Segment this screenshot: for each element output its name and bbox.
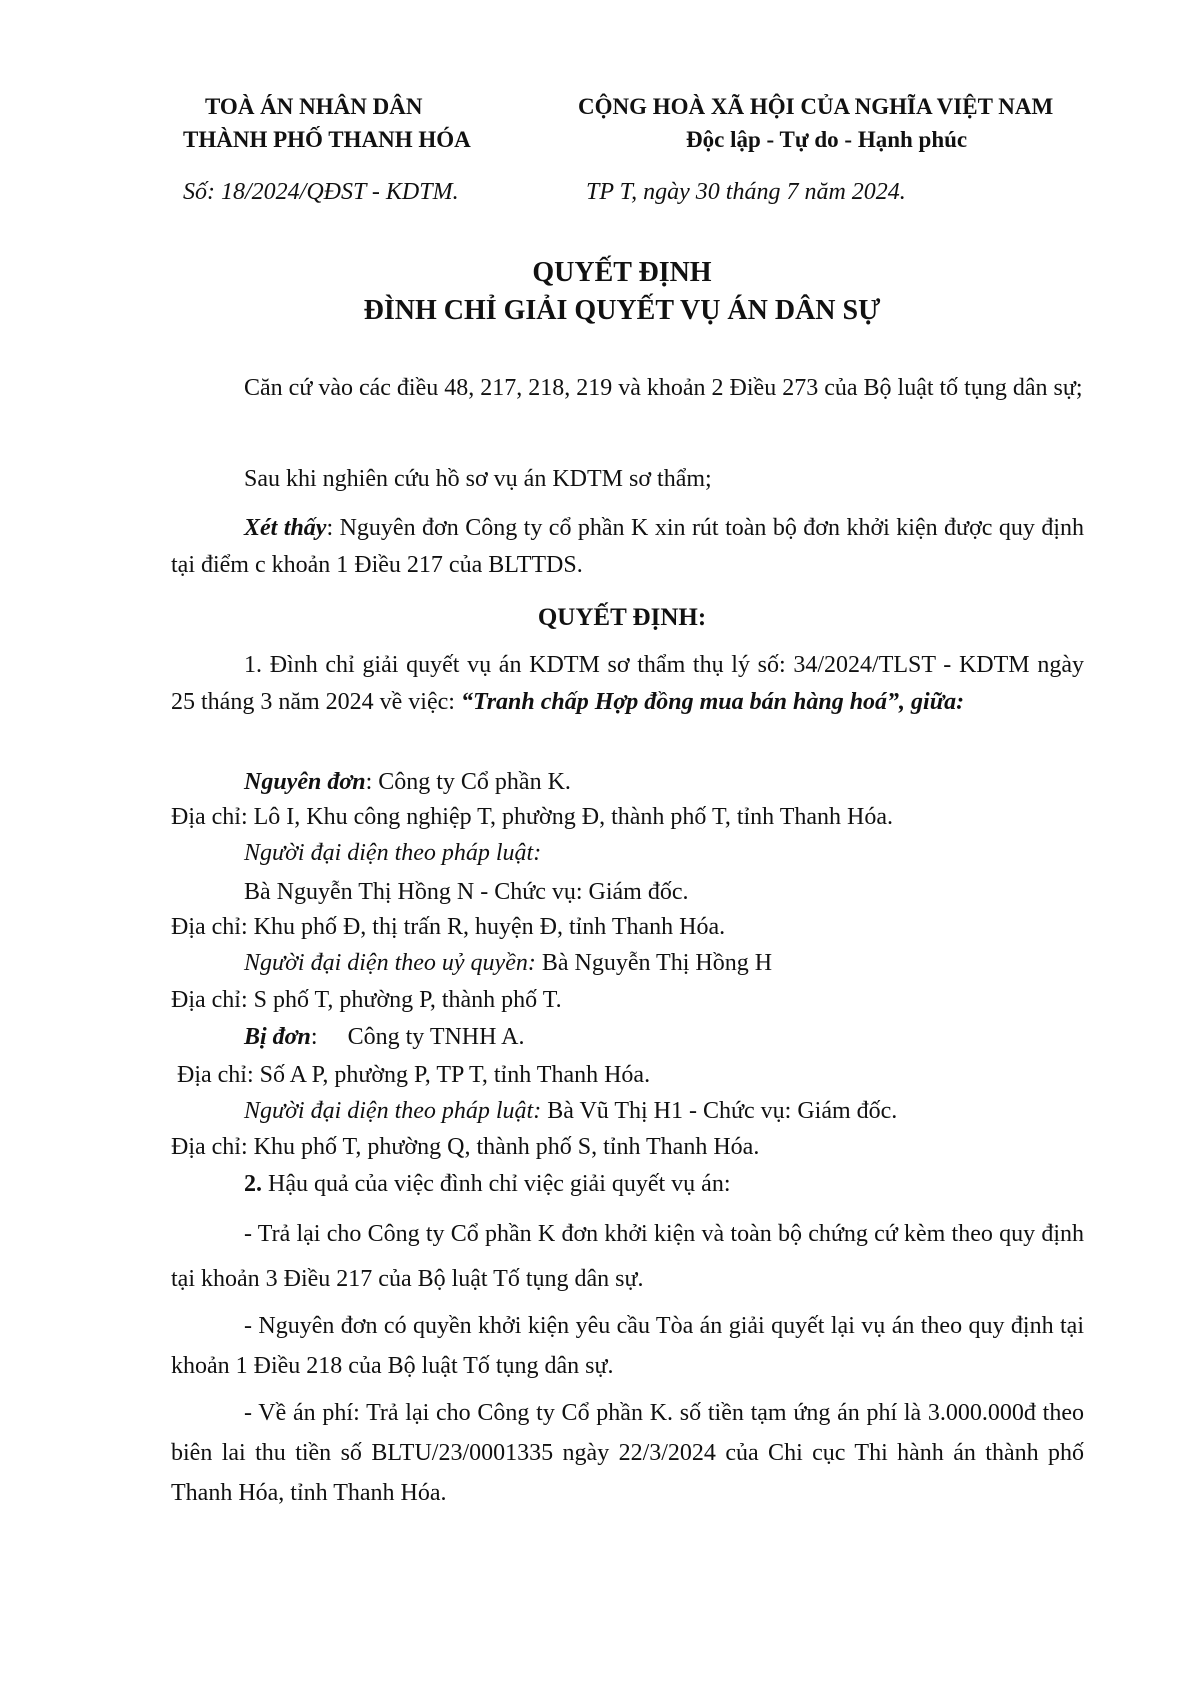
defendant-name: : Công ty TNHH A.: [310, 1024, 525, 1050]
motto: Độc lập - Tự do - Hạnh phúc: [686, 127, 968, 152]
item2-point3: - Về án phí: Trả lại cho Công ty Cổ phần K. số tiền tạm ứng án phí là 3.000.000đ theo biên lai thu tiền số BLTU/23/0001335 ngày 22/3/2024 của Chi cục Thi hành án thành phố Thanh Hóa, tỉnh Thanh Hóa.: [171, 1400, 1084, 1506]
title-line1: QUYẾT ĐỊNH: [532, 257, 712, 288]
plaintiff-address: Địa chỉ: Lô I, Khu công nghiệp T, phường Đ, thành phố T, tỉnh Thanh Hóa.: [171, 804, 894, 830]
case-study-note: Sau khi nghiên cứu hồ sơ vụ án KDTM sơ thẩm;: [244, 466, 712, 492]
plaintiff-line: [244, 767, 571, 797]
item2-heading-line: [244, 1169, 731, 1199]
item1-paragraph: [171, 647, 1084, 721]
defendant-address: Địa chỉ: Số A P, phường P, TP T, tỉnh Thanh Hóa.: [171, 1062, 651, 1088]
finding-label: Xét thấy: [244, 515, 327, 541]
def-rep-line: [244, 1096, 897, 1126]
item2-number: 2.: [244, 1171, 262, 1197]
def-rep: Bà Vũ Thị H1 - Chức vụ: Giám đốc.: [541, 1098, 898, 1124]
auth-rep-label: Người đại diện theo uỷ quyền:: [244, 950, 536, 976]
court-name-line1: TOÀ ÁN NHÂN DÂN: [205, 94, 423, 119]
item2-point2: - Nguyên đơn có quyền khởi kiện yêu cầu Tòa án giải quyết lại vụ án theo quy định tại khoản 1 Điều 218 của Bộ luật Tố tụng dân sự.: [171, 1313, 1084, 1379]
finding-text: : Nguyên đơn Công ty cổ phần K xin rút toàn bộ đơn khởi kiện được quy định tại điểm c khoản 1 Điều 217 của BLTTDS.: [171, 515, 1084, 578]
legal-rep-address: Địa chỉ: Khu phố Đ, thị trấn R, huyện Đ, tỉnh Thanh Hóa.: [171, 914, 726, 940]
nation-name: CỘNG HOÀ XÃ HỘI CỦA NGHĨA VIỆT NAM: [578, 94, 1054, 119]
item2-point1: - Trả lại cho Công ty Cổ phần K đơn khởi kiện và toàn bộ chứng cứ kèm theo quy định tại khoản 3 Điều 217 của Bộ luật Tố tụng dân sự.: [171, 1221, 1084, 1292]
plaintiff-name: : Công ty Cổ phần K.: [365, 769, 571, 795]
def-rep-label: Người đại diện theo pháp luật:: [244, 1098, 542, 1124]
auth-rep-line: [244, 948, 772, 978]
legal-basis: Căn cứ vào các điều 48, 217, 218, 219 và khoản 2 Điều 273 của Bộ luật tố tụng dân sự;: [244, 375, 1083, 401]
auth-rep: Bà Nguyễn Thị Hồng H: [535, 950, 773, 976]
defendant-line: [244, 1022, 524, 1052]
court-name-line2: THÀNH PHỐ THANH HÓA: [183, 127, 471, 152]
dispute-title: “Tranh chấp Hợp đồng mua bán hàng hoá”, giữa:: [460, 689, 965, 715]
legal-rep: Bà Nguyễn Thị Hồng N - Chức vụ: Giám đốc.: [244, 879, 689, 905]
place-date: TP T, ngày 30 tháng 7 năm 2024.: [586, 179, 906, 205]
item2-heading: Hậu quả của việc đình chỉ việc giải quyết vụ án:: [262, 1171, 731, 1197]
defendant-label: Bị đơn: [244, 1024, 311, 1050]
auth-rep-address: Địa chỉ: S phố T, phường P, thành phố T.: [171, 987, 562, 1013]
decision-heading: QUYẾT ĐỊNH:: [537, 604, 707, 631]
plaintiff-label: Nguyên đơn: [244, 769, 366, 795]
finding-paragraph: [171, 510, 1084, 584]
item1-text: 1. Đình chỉ giải quyết vụ án KDTM sơ thẩm thụ lý số: 34/2024/TLST - KDTM ngày 25 tháng 3 năm 2024 về việc:: [171, 652, 1084, 715]
def-rep-address: Địa chỉ: Khu phố T, phường Q, thành phố S, tỉnh Thanh Hóa.: [171, 1134, 760, 1160]
title-line2: ĐÌNH CHỈ GIẢI QUYẾT VỤ ÁN DÂN SỰ: [363, 295, 881, 326]
document-number: Số: 18/2024/QĐST - KDTM.: [183, 179, 459, 205]
legal-rep-label: Người đại diện theo pháp luật:: [244, 840, 542, 866]
